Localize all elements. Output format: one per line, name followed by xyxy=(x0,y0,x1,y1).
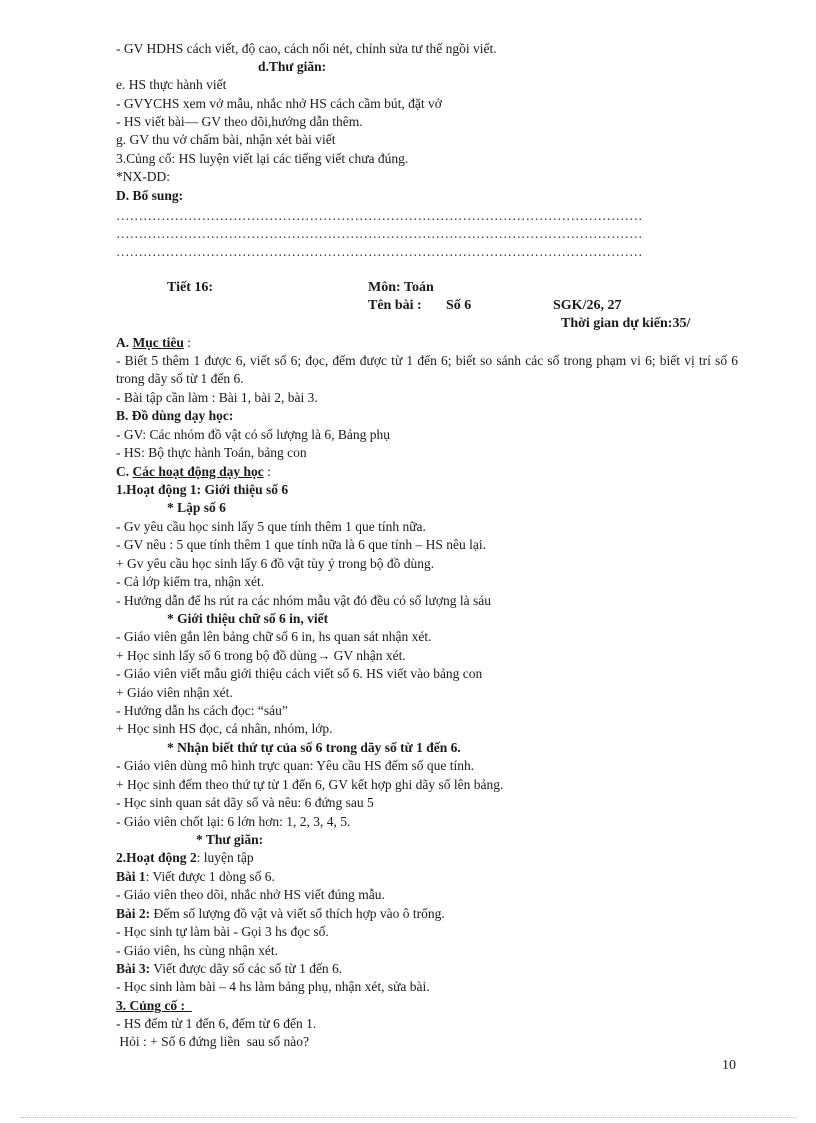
activity-1-label: 1.Hoạt động 1 xyxy=(116,482,197,497)
text-line: - HS đếm từ 1 đến 6, đếm từ 6 đến 1. xyxy=(116,1016,317,1031)
materials-gv: - GV: Các nhóm đồ vật có số lượng là 6, Bảng phụ xyxy=(116,427,391,442)
text-line: - Giáo viên dùng mô hình trực quan: Yêu cầu HS đếm số que tính. xyxy=(116,758,475,773)
lesson-period: Tiết 16: xyxy=(167,280,214,295)
materials-hs: - HS: Bộ thực hành Toán, bảng con xyxy=(116,445,307,460)
lesson-subject: Môn: Toán xyxy=(368,280,434,295)
subheading-thu-gian: * Thư giãn: xyxy=(196,832,264,847)
objective-item: - Bài tập cần làm : Bài 1, bài 2, bài 3. xyxy=(116,390,318,405)
dotted-fill-line: ……………………………………………………………………………………………………… xyxy=(116,226,643,241)
text-line: - Học sinh tự làm bài - Gọi 3 hs đọc số. xyxy=(116,924,329,939)
text-line: + Học sinh đếm theo thứ tự từ 1 đến 6, GV kết hợp ghi dãy số lên bảng. xyxy=(116,777,504,792)
section-label: Các hoạt động dạy học xyxy=(132,464,264,479)
dotted-fill-line: ……………………………………………………………………………………………………… xyxy=(116,244,643,259)
text-line: + Gv yêu cầu học sinh lấy 6 đồ vật tùy ý trong bộ đồ dùng. xyxy=(116,556,435,571)
text-line: - Giáo viên gắn lên bảng chữ số 6 in, hs quan sát nhận xét. xyxy=(116,629,432,644)
text-line: - GV nêu : 5 que tính thêm 1 que tính nữa là 6 que tính – HS nêu lại. xyxy=(116,537,487,552)
section-suffix: : xyxy=(183,335,192,350)
text-line: - Học sinh làm bài – 4 hs làm bảng phụ, nhận xét, sửa bài. xyxy=(116,979,430,994)
exercise-3 xyxy=(116,960,746,978)
section-heading-hoat-dong xyxy=(116,463,746,481)
text-line: e. HS thực hành viết xyxy=(116,77,227,92)
text-line: - HS viết bài— GV theo dõi,hướng dẫn thêm. xyxy=(116,114,363,129)
text-line: + Học sinh lấy số 6 trong bộ đồ dùng→ GV nhận xét. xyxy=(116,648,406,663)
text-line: - Giáo viên, hs cùng nhận xét. xyxy=(116,943,278,958)
page-bottom-divider xyxy=(20,1117,796,1118)
subheading-chu-so: * Giới thiệu chữ số 6 in, viết xyxy=(167,611,329,626)
exercise-1 xyxy=(116,868,746,886)
text-line: Hỏi : + Số 6 đứng liền sau số nào? xyxy=(116,1034,310,1049)
exercise-label: Bài 1 xyxy=(116,869,146,884)
text-line: - Cả lớp kiểm tra, nhận xét. xyxy=(116,574,265,589)
activity-2-heading xyxy=(116,849,746,867)
text-line: - Gv yêu cầu học sinh lấy 5 que tính thêm 1 que tính nữa. xyxy=(116,519,426,534)
subheading-lap-so: * Lập số 6 xyxy=(167,500,226,515)
section-letter: A. xyxy=(116,335,133,350)
textbook-pages: SGK/26, 27 xyxy=(553,298,622,313)
text-line: - Hướng dẫn để hs rút ra các nhóm mẫu vật đó đều có số lượng là sáu xyxy=(116,593,491,608)
exercise-text: : Viết được 1 dòng số 6. xyxy=(145,869,275,884)
dotted-fill-line: ……………………………………………………………………………………………………… xyxy=(116,208,643,223)
section-suffix: : xyxy=(263,464,271,479)
activity-2-label: 2.Hoạt động 2 xyxy=(116,850,197,865)
exercise-label: Bài 3: xyxy=(116,961,151,976)
subheading-nhan-biet: * Nhận biết thứ tự của số 6 trong dãy số từ 1 đến 6. xyxy=(167,740,461,755)
section-heading-cung-co: 3. Củng cố : xyxy=(116,998,192,1013)
text-line: - GV HDHS cách viết, độ cao, cách nối nét, chỉnh sửa tư thế ngồi viết. xyxy=(116,41,497,56)
relax-heading: d.Thư giãn: xyxy=(258,59,327,74)
text-line: 3.Củng cố: HS luyện viết lại các tiếng viết chưa đúng. xyxy=(116,151,409,166)
objective-item: - Biết 5 thêm 1 được 6, viết số 6; đọc, đếm được từ 1 đến 6; biết so sánh các số trong phạm vi 6; biết vị trí số 6 trong dãy số từ 1 đến 6. xyxy=(116,353,738,386)
activity-1-heading xyxy=(116,481,746,499)
text-line: + Giáo viên nhận xét. xyxy=(116,685,233,700)
exercise-label: Bài 2: xyxy=(116,906,151,921)
lesson-title-label: Tên bài : xyxy=(368,298,422,313)
exercise-2 xyxy=(116,905,746,923)
activity-1-title: : Giới thiệu số 6 xyxy=(196,482,289,497)
text-line: - Học sinh quan sát dãy số và nêu: 6 đứng sau 5 xyxy=(116,795,374,810)
section-heading-muc-tieu xyxy=(116,334,746,352)
exercise-text: Viết được dãy số các số từ 1 đến 6. xyxy=(150,961,343,976)
text-line: - GVYCHS xem vở mẫu, nhắc nhở HS cách cầm bút, đặt vở xyxy=(116,96,442,111)
planned-duration: Thời gian dự kiến:35/ xyxy=(561,316,691,331)
text-line: - Giáo viên chốt lại: 6 lớn hơn: 1, 2, 3, 4, 5. xyxy=(116,814,351,829)
section-heading-do-dung: B. Đồ dùng dạy học: xyxy=(116,408,234,423)
text-line: *NX-DD: xyxy=(116,169,170,184)
text-line: g. GV thu vở chấm bài, nhận xét bài viết xyxy=(116,132,336,147)
text-line: + Học sinh HS đọc, cá nhân, nhóm, lớp. xyxy=(116,721,333,736)
section-letter: C. xyxy=(116,464,133,479)
text-line: - Hướng dẫn hs cách đọc: “sáu” xyxy=(116,703,288,718)
activity-2-title: : luyện tập xyxy=(196,850,254,865)
lesson-title: Số 6 xyxy=(446,298,472,313)
exercise-text: Đếm số lượng đồ vật và viết số thích hợp vào ô trống. xyxy=(150,906,445,921)
section-label: Mục tiêu xyxy=(132,335,184,350)
text-line: - Giáo viên theo dõi, nhắc nhở HS viết đúng mẫu. xyxy=(116,887,385,902)
text-line: - Giáo viên viết mẫu giới thiệu cách viết số 6. HS viết vào bảng con xyxy=(116,666,483,681)
page-number: 10 xyxy=(722,1058,736,1073)
section-heading-bo-sung: D. Bổ sung: xyxy=(116,188,184,203)
